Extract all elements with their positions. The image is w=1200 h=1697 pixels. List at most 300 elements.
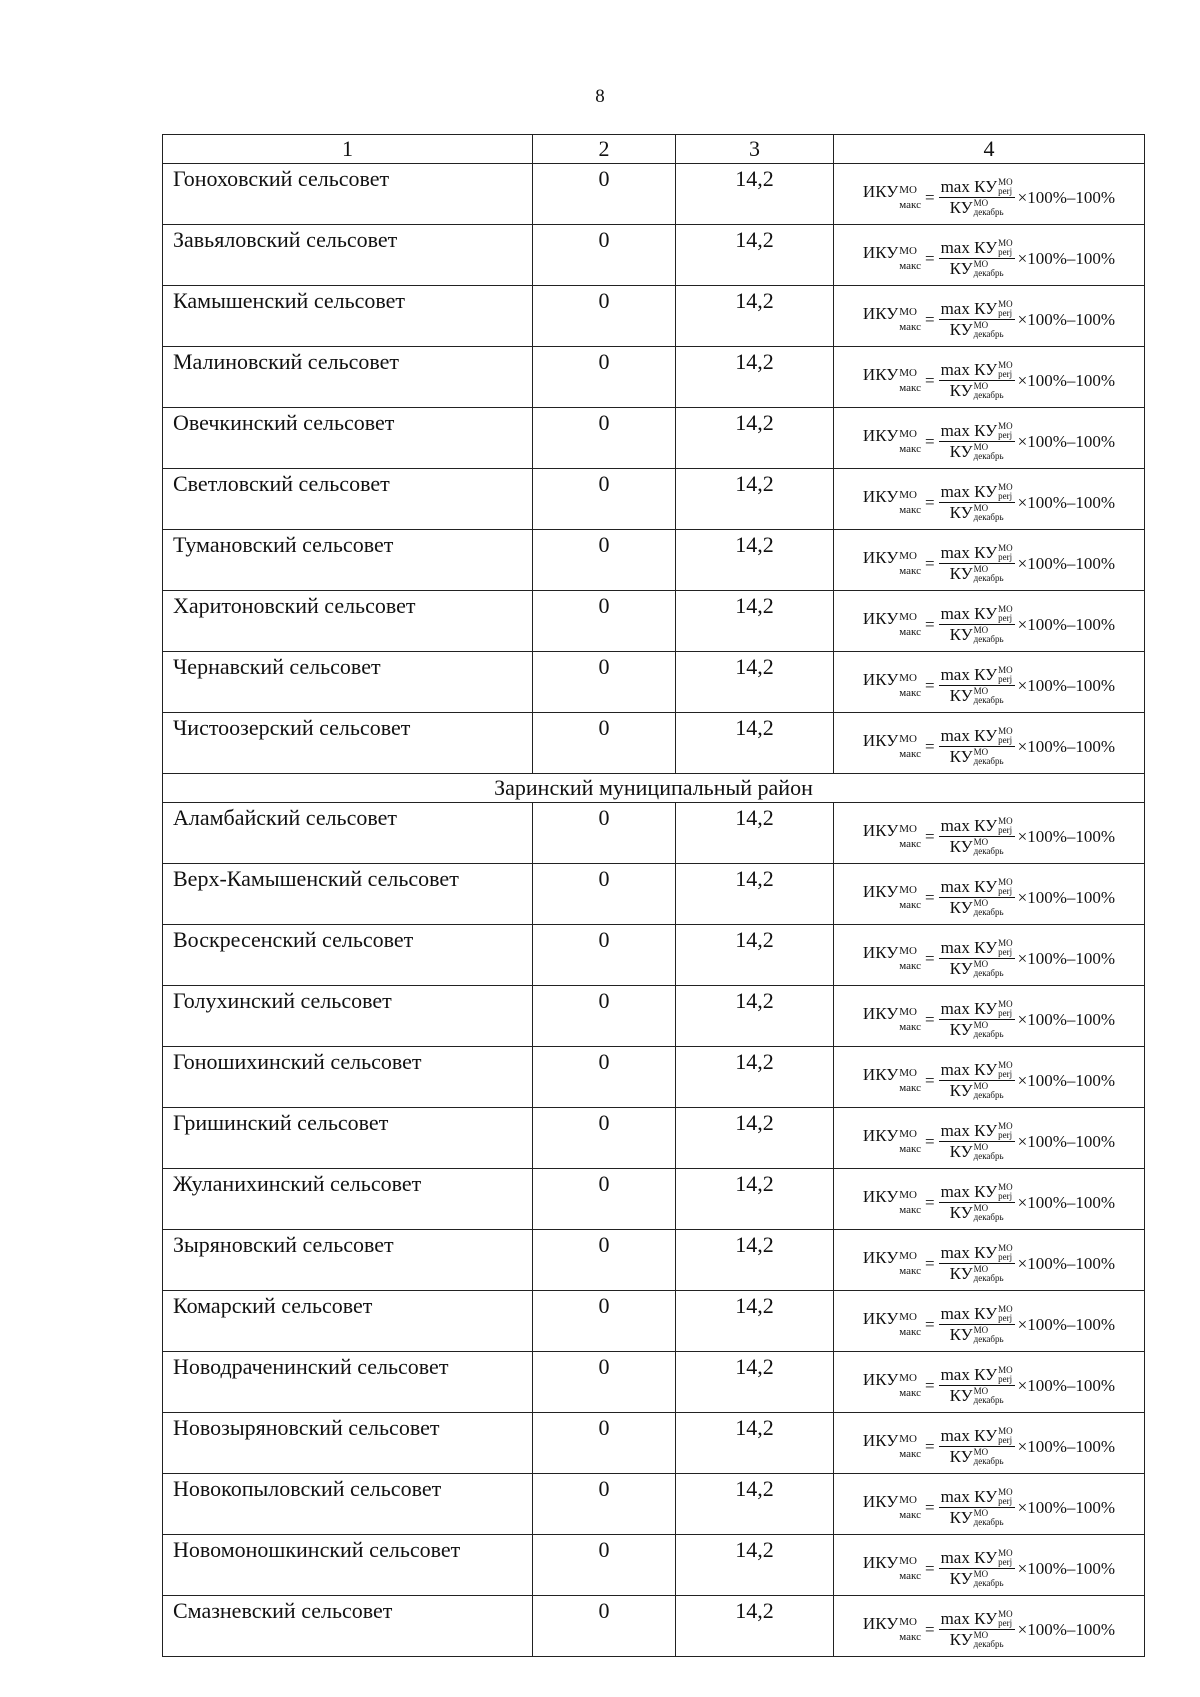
formula-num-base: КУ: [974, 237, 998, 257]
formula-den-base: КУ: [949, 1019, 973, 1039]
col2-value: 0: [533, 1291, 676, 1352]
table-row: [163, 1230, 1145, 1291]
formula-numerator: [939, 1061, 1015, 1081]
formula-den-sup: МО: [973, 563, 989, 574]
formula-denominator: [948, 625, 1006, 644]
formula-lhs-sup: МО: [899, 1555, 917, 1567]
formula-num-base: КУ: [974, 298, 998, 318]
settlement-name: Чистоозерский сельсовет: [163, 713, 533, 774]
formula-lhs-sup: МО: [899, 1067, 917, 1079]
formula-cell: [834, 713, 1145, 774]
settlement-name: Овечкинский сельсовет: [163, 408, 533, 469]
formula-lhs-sub: макс: [899, 960, 921, 972]
table-row: [163, 1291, 1145, 1352]
formula-den-sub: декабрь: [973, 511, 1004, 522]
formula-tail: ×100%–100%: [1017, 431, 1116, 451]
table-row: [163, 1169, 1145, 1230]
formula-fraction: [939, 939, 1015, 978]
section-row: [163, 774, 1145, 803]
formula-lhs-sub: макс: [899, 838, 921, 850]
formula-den-sup: МО: [973, 624, 989, 635]
formula-denominator: [948, 1203, 1006, 1222]
formula-equals: =: [924, 826, 935, 846]
settlement-name: Аламбайский сельсовет: [163, 803, 533, 864]
formula-lhs-sup: МО: [899, 428, 917, 440]
indicator-table: [162, 134, 1145, 1657]
formula-den-base: КУ: [949, 1385, 973, 1405]
header-col-4: 4: [834, 135, 1145, 164]
formula-fraction: [939, 544, 1015, 583]
formula-lhs: ИКУ: [862, 943, 899, 962]
formula-tail: ×100%–100%: [1017, 1131, 1116, 1151]
col3-value: 14,2: [676, 408, 834, 469]
formula-lhs: ИКУ: [862, 821, 899, 840]
formula-tail: ×100%–100%: [1017, 1436, 1116, 1456]
col2-value: 0: [533, 864, 676, 925]
formula-tail: ×100%–100%: [1017, 1009, 1116, 1029]
formula-max: max: [940, 237, 970, 257]
formula: [834, 355, 1144, 400]
col2-value: 0: [533, 469, 676, 530]
formula-cell: [834, 986, 1145, 1047]
formula-cell: [834, 408, 1145, 469]
formula-fraction: [939, 878, 1015, 917]
formula-equals: =: [924, 614, 935, 634]
formula-lhs-sup: МО: [899, 733, 917, 745]
formula-den-sup: МО: [973, 1324, 989, 1335]
formula-denominator: [948, 503, 1006, 522]
settlement-name: Воскресенский сельсовет: [163, 925, 533, 986]
page-number: 8: [595, 86, 605, 107]
formula-num-base: КУ: [974, 1059, 998, 1079]
formula-lhs: ИКУ: [862, 670, 899, 689]
formula-cell: [834, 1413, 1145, 1474]
formula: [834, 721, 1144, 766]
settlement-name: Зыряновский сельсовет: [163, 1230, 533, 1291]
header-col-1: 1: [163, 135, 533, 164]
formula-cell: [834, 225, 1145, 286]
formula-den-sup: МО: [973, 1141, 989, 1152]
formula-num-base: КУ: [974, 542, 998, 562]
formula-num-sup: МО: [998, 420, 1013, 431]
formula-fraction: [939, 300, 1015, 339]
formula-fraction: [939, 1366, 1015, 1405]
formula-den-base: КУ: [949, 380, 973, 400]
formula-num-base: КУ: [974, 1608, 998, 1628]
formula-lhs-sub: макс: [899, 1143, 921, 1155]
formula: [834, 294, 1144, 339]
formula-equals: =: [924, 1314, 935, 1334]
formula-num-sub: реrj: [998, 368, 1013, 379]
formula-lhs: ИКУ: [862, 487, 899, 506]
formula-fraction: [939, 483, 1015, 522]
formula-num-sub: реrj: [998, 1007, 1013, 1018]
formula-cell: [834, 1352, 1145, 1413]
col2-value: 0: [533, 652, 676, 713]
formula-num-sup: МО: [998, 1364, 1013, 1375]
formula-max: max: [940, 1364, 970, 1384]
formula-den-base: КУ: [949, 563, 973, 583]
formula-num-sub: реrj: [998, 246, 1013, 257]
formula-num-sup: МО: [998, 237, 1013, 248]
col3-value: 14,2: [676, 1291, 834, 1352]
col2-value: 0: [533, 803, 676, 864]
formula-cell: [834, 803, 1145, 864]
formula-num-sub: реrj: [998, 185, 1013, 196]
formula-tail: ×100%–100%: [1017, 675, 1116, 695]
formula-max: max: [940, 1303, 970, 1323]
formula-num-sub: реrj: [998, 1373, 1013, 1384]
col2-value: 0: [533, 925, 676, 986]
formula-lhs-sup: МО: [899, 1189, 917, 1201]
formula-max: max: [940, 1120, 970, 1140]
formula-lhs-sup: МО: [899, 489, 917, 501]
formula-den-base: КУ: [949, 836, 973, 856]
formula: [834, 811, 1144, 856]
formula-num-base: КУ: [974, 1181, 998, 1201]
table-row: [163, 1352, 1145, 1413]
formula-den-sup: МО: [973, 1629, 989, 1640]
formula-tail: ×100%–100%: [1017, 1192, 1116, 1212]
formula-den-base: КУ: [949, 1629, 973, 1649]
formula-max: max: [940, 998, 970, 1018]
formula-den-sub: декабрь: [973, 967, 1004, 978]
formula-tail: ×100%–100%: [1017, 614, 1116, 634]
formula-num-base: КУ: [974, 1547, 998, 1567]
formula-cell: [834, 1596, 1145, 1657]
formula-fraction: [939, 666, 1015, 705]
settlement-name: Чернавский сельсовет: [163, 652, 533, 713]
formula-denominator: [948, 564, 1006, 583]
formula-den-sub: декабрь: [973, 450, 1004, 461]
header-row: [163, 135, 1145, 164]
formula-den-sup: МО: [973, 1507, 989, 1518]
formula-den-base: КУ: [949, 958, 973, 978]
formula-den-base: КУ: [949, 897, 973, 917]
formula-lhs: ИКУ: [862, 1370, 899, 1389]
table-body: [163, 135, 1145, 1657]
formula-lhs-sub: макс: [899, 443, 921, 455]
formula-cell: [834, 347, 1145, 408]
formula-den-sub: декабрь: [973, 1577, 1004, 1588]
section-title: Заринский муниципальный район: [163, 774, 1145, 803]
formula-equals: =: [924, 948, 935, 968]
formula-lhs-sup: МО: [899, 1128, 917, 1140]
formula-lhs-sub: макс: [899, 199, 921, 211]
formula-tail: ×100%–100%: [1017, 1314, 1116, 1334]
formula-num-sup: МО: [998, 937, 1013, 948]
formula-max: max: [940, 176, 970, 196]
table-row: [163, 347, 1145, 408]
formula-lhs: ИКУ: [862, 1492, 899, 1511]
formula-num-sup: МО: [998, 1242, 1013, 1253]
col3-value: 14,2: [676, 1230, 834, 1291]
col3-value: 14,2: [676, 347, 834, 408]
formula-numerator: [939, 817, 1015, 837]
col2-value: 0: [533, 347, 676, 408]
formula-num-sup: МО: [998, 1486, 1013, 1497]
formula-numerator: [939, 239, 1015, 259]
formula-max: max: [940, 1181, 970, 1201]
formula-den-base: КУ: [949, 319, 973, 339]
table-row: [163, 1535, 1145, 1596]
formula-denominator: [948, 1142, 1006, 1161]
settlement-name: Харитоновский сельсовет: [163, 591, 533, 652]
formula-max: max: [940, 1059, 970, 1079]
formula-denominator: [948, 1020, 1006, 1039]
formula-fraction: [939, 605, 1015, 644]
formula-lhs: ИКУ: [862, 1065, 899, 1084]
formula-num-sup: МО: [998, 1608, 1013, 1619]
col2-value: 0: [533, 1108, 676, 1169]
col3-value: 14,2: [676, 986, 834, 1047]
formula-lhs-sub: макс: [899, 1448, 921, 1460]
formula-fraction: [939, 1427, 1015, 1466]
formula-lhs-sup: МО: [899, 245, 917, 257]
formula-den-sub: декабрь: [973, 1272, 1004, 1283]
formula-fraction: [939, 817, 1015, 856]
formula-den-sub: декабрь: [973, 328, 1004, 339]
formula-max: max: [940, 876, 970, 896]
formula-lhs: ИКУ: [862, 609, 899, 628]
formula-fraction: [939, 178, 1015, 217]
formula-lhs: ИКУ: [862, 1431, 899, 1450]
table-row: [163, 1047, 1145, 1108]
formula-num-sub: реrj: [998, 734, 1013, 745]
formula-cell: [834, 1108, 1145, 1169]
formula-den-sub: декабрь: [973, 1516, 1004, 1527]
formula-lhs-sup: МО: [899, 884, 917, 896]
col2-value: 0: [533, 713, 676, 774]
formula-lhs: ИКУ: [862, 1004, 899, 1023]
formula-lhs-sup: МО: [899, 672, 917, 684]
formula: [834, 172, 1144, 217]
table-row: [163, 286, 1145, 347]
formula-den-sup: МО: [973, 1446, 989, 1457]
formula-den-sup: МО: [973, 1263, 989, 1274]
formula-den-sup: МО: [973, 1202, 989, 1213]
formula-num-sup: МО: [998, 664, 1013, 675]
formula-numerator: [939, 1549, 1015, 1569]
table-row: [163, 652, 1145, 713]
formula-num-base: КУ: [974, 1120, 998, 1140]
formula: [834, 1360, 1144, 1405]
formula-den-sup: МО: [973, 197, 989, 208]
formula-fraction: [939, 727, 1015, 766]
formula-num-base: КУ: [974, 664, 998, 684]
formula-den-base: КУ: [949, 1263, 973, 1283]
formula-numerator: [939, 544, 1015, 564]
table-row: [163, 225, 1145, 286]
formula-numerator: [939, 939, 1015, 959]
settlement-name: Завьяловский сельсовет: [163, 225, 533, 286]
formula-num-base: КУ: [974, 876, 998, 896]
col3-value: 14,2: [676, 1596, 834, 1657]
formula-den-sub: декабрь: [973, 1028, 1004, 1039]
formula-numerator: [939, 483, 1015, 503]
formula-den-sub: декабрь: [973, 1394, 1004, 1405]
formula-numerator: [939, 878, 1015, 898]
formula-denominator: [948, 381, 1006, 400]
formula-equals: =: [924, 1436, 935, 1456]
formula-den-base: КУ: [949, 258, 973, 278]
formula-lhs-sub: макс: [899, 1082, 921, 1094]
formula-num-sub: реrj: [998, 1495, 1013, 1506]
formula-max: max: [940, 1242, 970, 1262]
table-row: [163, 164, 1145, 225]
col3-value: 14,2: [676, 469, 834, 530]
formula-den-base: КУ: [949, 1568, 973, 1588]
formula-lhs: ИКУ: [862, 304, 899, 323]
formula-denominator: [948, 686, 1006, 705]
table-row: [163, 1108, 1145, 1169]
formula-num-base: КУ: [974, 176, 998, 196]
formula-denominator: [948, 1081, 1006, 1100]
formula-tail: ×100%–100%: [1017, 492, 1116, 512]
formula-num-base: КУ: [974, 603, 998, 623]
formula-den-base: КУ: [949, 1080, 973, 1100]
col3-value: 14,2: [676, 925, 834, 986]
formula-numerator: [939, 1610, 1015, 1630]
formula-tail: ×100%–100%: [1017, 736, 1116, 756]
formula-num-base: КУ: [974, 1425, 998, 1445]
formula-equals: =: [924, 1131, 935, 1151]
formula-lhs-sub: макс: [899, 1265, 921, 1277]
formula-den-sup: МО: [973, 258, 989, 269]
col3-value: 14,2: [676, 225, 834, 286]
settlement-name: Малиновский сельсовет: [163, 347, 533, 408]
col3-value: 14,2: [676, 1047, 834, 1108]
formula-max: max: [940, 1608, 970, 1628]
formula-num-sup: МО: [998, 998, 1013, 1009]
col3-value: 14,2: [676, 1474, 834, 1535]
header-col-2: 2: [533, 135, 676, 164]
settlement-name: Гоноховский сельсовет: [163, 164, 533, 225]
formula-denominator: [948, 1386, 1006, 1405]
formula: [834, 538, 1144, 583]
formula-num-base: КУ: [974, 1486, 998, 1506]
formula-equals: =: [924, 1558, 935, 1578]
formula-den-sup: МО: [973, 958, 989, 969]
formula-equals: =: [924, 1497, 935, 1517]
table-row: [163, 986, 1145, 1047]
formula-den-sub: декабрь: [973, 1455, 1004, 1466]
formula-max: max: [940, 937, 970, 957]
formula-numerator: [939, 361, 1015, 381]
formula-denominator: [948, 1569, 1006, 1588]
formula-den-sub: декабрь: [973, 694, 1004, 705]
formula-cell: [834, 530, 1145, 591]
formula-tail: ×100%–100%: [1017, 1497, 1116, 1517]
formula-fraction: [939, 1244, 1015, 1283]
formula-den-sub: декабрь: [973, 1211, 1004, 1222]
formula-fraction: [939, 1061, 1015, 1100]
formula-num-sup: МО: [998, 1120, 1013, 1131]
formula-tail: ×100%–100%: [1017, 553, 1116, 573]
table-row: [163, 469, 1145, 530]
formula-num-sub: реrj: [998, 1068, 1013, 1079]
formula-den-base: КУ: [949, 1324, 973, 1344]
formula-cell: [834, 469, 1145, 530]
formula-numerator: [939, 1244, 1015, 1264]
formula-lhs: ИКУ: [862, 182, 899, 201]
formula-tail: ×100%–100%: [1017, 948, 1116, 968]
formula-num-sup: МО: [998, 1547, 1013, 1558]
formula-den-sup: МО: [973, 380, 989, 391]
formula-cell: [834, 591, 1145, 652]
formula-denominator: [948, 1630, 1006, 1649]
formula-cell: [834, 164, 1145, 225]
formula-max: max: [940, 542, 970, 562]
formula-denominator: [948, 898, 1006, 917]
formula-lhs: ИКУ: [862, 1126, 899, 1145]
settlement-name: Новодраченинский сельсовет: [163, 1352, 533, 1413]
formula-lhs-sub: макс: [899, 1387, 921, 1399]
formula-fraction: [939, 1122, 1015, 1161]
formula-lhs-sub: макс: [899, 260, 921, 272]
col3-value: 14,2: [676, 164, 834, 225]
formula-equals: =: [924, 187, 935, 207]
formula-lhs-sub: макс: [899, 687, 921, 699]
table-row: [163, 408, 1145, 469]
formula-den-sup: МО: [973, 897, 989, 908]
formula-equals: =: [924, 248, 935, 268]
formula: [834, 1543, 1144, 1588]
col2-value: 0: [533, 530, 676, 591]
formula-tail: ×100%–100%: [1017, 1558, 1116, 1578]
formula-num-sub: реrj: [998, 1190, 1013, 1201]
formula-num-sub: реrj: [998, 551, 1013, 562]
formula-lhs: ИКУ: [862, 548, 899, 567]
col2-value: 0: [533, 164, 676, 225]
formula-lhs-sup: МО: [899, 823, 917, 835]
formula: [834, 1604, 1144, 1649]
col3-value: 14,2: [676, 864, 834, 925]
formula-den-sub: декабрь: [973, 1333, 1004, 1344]
formula-denominator: [948, 1264, 1006, 1283]
formula-cell: [834, 925, 1145, 986]
col3-value: 14,2: [676, 1169, 834, 1230]
formula-lhs-sup: МО: [899, 611, 917, 623]
formula-max: max: [940, 1547, 970, 1567]
formula-den-base: КУ: [949, 1446, 973, 1466]
formula-lhs-sup: МО: [899, 945, 917, 957]
formula: [834, 1238, 1144, 1283]
formula-num-sup: МО: [998, 815, 1013, 826]
formula-den-sup: МО: [973, 502, 989, 513]
formula-fraction: [939, 1549, 1015, 1588]
formula-equals: =: [924, 370, 935, 390]
settlement-name: Комарский сельсовет: [163, 1291, 533, 1352]
formula-numerator: [939, 422, 1015, 442]
formula-lhs-sub: макс: [899, 748, 921, 760]
formula-num-sup: МО: [998, 1181, 1013, 1192]
formula: [834, 994, 1144, 1039]
formula-den-sub: декабрь: [973, 1089, 1004, 1100]
col3-value: 14,2: [676, 1413, 834, 1474]
formula-fraction: [939, 422, 1015, 461]
formula-den-sup: МО: [973, 1019, 989, 1030]
col3-value: 14,2: [676, 1535, 834, 1596]
formula-lhs-sup: МО: [899, 184, 917, 196]
settlement-name: Новокопыловский сельсовет: [163, 1474, 533, 1535]
formula-den-base: КУ: [949, 624, 973, 644]
formula-den-sup: МО: [973, 441, 989, 452]
formula-lhs: ИКУ: [862, 365, 899, 384]
formula-denominator: [948, 959, 1006, 978]
formula-num-sub: реrj: [998, 824, 1013, 835]
formula-num-base: КУ: [974, 998, 998, 1018]
